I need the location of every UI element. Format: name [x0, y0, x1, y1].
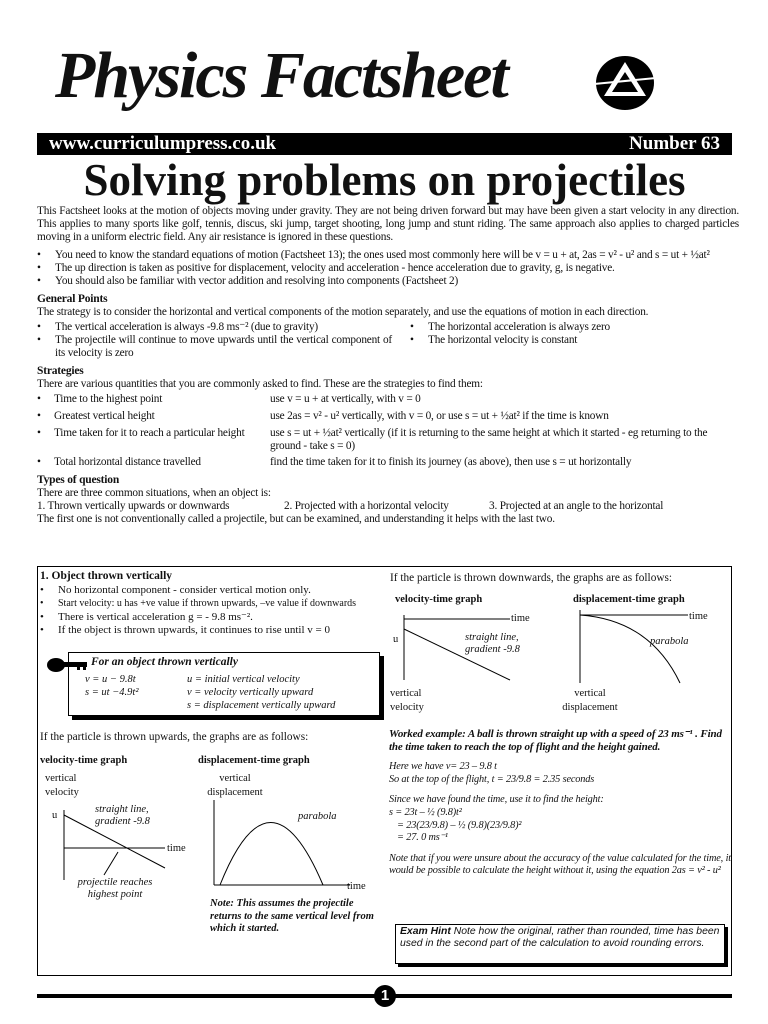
- general-text: The strategy is to consider the horizontal and vertical components of the motion separately, and use the equations of motion in each direction.: [37, 306, 649, 318]
- down-intro: If the particle is thrown downwards, the graphs are as follows:: [390, 572, 673, 584]
- general-bullet: • The vertical acceleration is always -9.8 ms⁻² (due to gravity): [37, 321, 392, 334]
- website-url[interactable]: www.curriculumpress.co.uk: [49, 133, 277, 154]
- type-item: 1. Thrown vertically upwards or downwards: [37, 500, 230, 512]
- section-heading: 1. Object thrown vertically: [40, 570, 173, 582]
- general-bullet: • The projectile will continue to move upwards until the vertical component of its velocity is zero: [37, 334, 392, 360]
- section-heading: General Points: [37, 293, 108, 305]
- type-item: 3. Projected at an angle to the horizontal: [489, 500, 664, 512]
- axis-label: vertical velocity: [390, 688, 424, 713]
- strategies: [37, 365, 739, 469]
- axis-label: vertical velocity: [45, 773, 79, 798]
- section-heading: Strategies: [37, 365, 84, 377]
- gradient-label: gradient -9.8: [465, 644, 520, 655]
- types-note: The first one is not conventionally called a projectile, but can be examined, and understanding it helps with the last two.: [37, 513, 555, 525]
- section1-bullet: • Start velocity: u has +ve value if thrown upwards, –ve value if downwards: [40, 597, 385, 611]
- key-equation: s = ut −4.9t²: [85, 687, 139, 698]
- key-definition: v = velocity vertically upward: [187, 687, 314, 698]
- section1: [40, 570, 385, 638]
- types-text: There are three common situations, when an object is:: [37, 487, 271, 499]
- issue-number: Number 63: [629, 133, 720, 154]
- hint-text: Note how the original, rather than rounded, time has been used in the second part of the calculation to avoid rounding errors.: [400, 926, 720, 949]
- types-of-question: [37, 474, 739, 526]
- worked-line: = 27. 0 ms⁻¹: [397, 832, 448, 844]
- graph-note: Note: This assumes the projectile returns to the same vertical level from which it started.: [210, 898, 374, 934]
- axis-label: vertical displacement: [207, 773, 263, 798]
- exam-hint-box: [395, 924, 725, 964]
- u-label: u: [393, 634, 399, 645]
- axis-label: time: [689, 611, 708, 622]
- intro-text: This Factsheet looks at the motion of objects moving under gravity. They are not being driven forward but may have been given a start velocity in any direction. This applies to many sports like golf, tennis, discus, ski jump, target shooting, long jump and stunt riding. The same approach also applies to charged particles moving in a uniform electric field. Any air resistance is ignored in these questions.: [37, 205, 739, 243]
- parabola-curve: [220, 823, 323, 886]
- gradient-label: gradient -9.8: [95, 816, 150, 827]
- general-bullet: • The horizontal velocity is constant: [410, 334, 610, 347]
- curve-label: parabola: [650, 636, 689, 647]
- page-number: 1: [374, 985, 396, 1007]
- axis-label: vertical displacement: [562, 688, 618, 713]
- intro-bullet: • You should also be familiar with vector addition and resolving into components (Factsheet 2): [37, 275, 739, 288]
- worked-line: Here we have v= 23 – 9.8 t: [389, 761, 497, 773]
- general-bullet: • The horizontal acceleration is always zero: [410, 321, 610, 334]
- curve-label: parabola: [298, 811, 337, 822]
- hint-label: Exam Hint: [400, 926, 451, 937]
- brand-title: Physics Factsheet: [55, 39, 507, 112]
- up-intro: If the particle is thrown upwards, the graphs are as follows:: [40, 731, 309, 743]
- axis-label: time: [167, 843, 186, 854]
- strategy-row: • Greatest vertical height use 2as = v² - u² vertically, with v = 0, or use s = ut + ½at² if the time is known: [37, 410, 739, 423]
- section1-bullet: • If the object is thrown upwards, it continues to rise until v = 0: [40, 624, 385, 638]
- parabola-curve: [580, 615, 680, 683]
- axis-label: time: [347, 881, 366, 892]
- graph-title: displacement-time graph: [198, 755, 310, 766]
- graph-title: displacement-time graph: [573, 594, 685, 605]
- worked-line: s = 23t – ½ (9.8)t²: [389, 806, 462, 818]
- worked-title: Worked example: A ball is thrown straight up with a speed of 23 ms⁻¹ . Find the time taken to reach the top of flight and the height gained.: [389, 728, 722, 753]
- intro-bullet: • The up direction is taken as positive for displacement, velocity and acceleration - hence acceleration due to gravity, g, is negative.: [37, 262, 739, 275]
- worked-note: Note that if you were unsure about the accuracy of the value calculated for the time, it would be possible to calculate the height without it, using the equation 2as = v² - u²: [389, 852, 731, 877]
- top-content: [37, 205, 739, 531]
- graph-title: velocity-time graph: [395, 594, 483, 605]
- type-item: 2. Projected with a horizontal velocity: [284, 500, 449, 512]
- page-title: Solving problems on projectiles: [83, 155, 686, 205]
- arrow: [104, 852, 118, 875]
- intro-bullet: • You need to know the standard equations of motion (Factsheet 13); the ones used most commonly here will be v = u + at, 2as = v² - u² and s = ut + ½at²: [37, 249, 739, 262]
- line-label: straight line,: [465, 632, 519, 643]
- strategy-row: • Total horizontal distance travelled find the time taken for it to finish its journey (as above), then use s = ut horizontally: [37, 456, 739, 469]
- section-heading: Types of question: [37, 474, 120, 486]
- annotation: projectile reaches highest point: [77, 877, 153, 900]
- key-title: For an object thrown vertically: [91, 656, 238, 668]
- section1-bullet: • There is vertical acceleration g = - 9.8 ms⁻².: [40, 611, 385, 625]
- graph-title: velocity-time graph: [40, 755, 128, 766]
- strategy-row: • Time taken for it to reach a particular height use s = ut + ½at² vertically (if it is returning to the same height at which it started - eg returning to the ground - take s = 0): [37, 427, 739, 453]
- strategies-text: There are various quantities that you are commonly asked to find. These are the strategies to find them:: [37, 378, 483, 390]
- key-definition: s = displacement vertically upward: [187, 700, 336, 711]
- general-points: [37, 293, 739, 360]
- axis-label: time: [511, 613, 530, 624]
- header-bar: [37, 133, 732, 155]
- strategy-row: • Time to the highest point use v = u + at vertically, with v = 0: [37, 393, 739, 406]
- key-formula-box: [68, 652, 380, 716]
- line-label: straight line,: [95, 804, 149, 815]
- worked-line: So at the top of the flight, t = 23/9.8 = 2.35 seconds: [389, 773, 595, 785]
- intro: [37, 205, 739, 288]
- worked-line: Since we have found the time, use it to find the height:: [389, 794, 604, 806]
- key-definition: u = initial vertical velocity: [187, 674, 300, 685]
- section1-bullet: • No horizontal component - consider vertical motion only.: [40, 584, 385, 598]
- worked-example: [389, 728, 731, 878]
- logo-icon: [594, 54, 656, 112]
- key-icon: [47, 657, 89, 673]
- u-label: u: [52, 810, 58, 821]
- key-equation: v = u − 9.8t: [85, 674, 136, 685]
- worked-line: = 23(23/9.8) – ½ (9.8)(23/9.8)²: [397, 819, 522, 831]
